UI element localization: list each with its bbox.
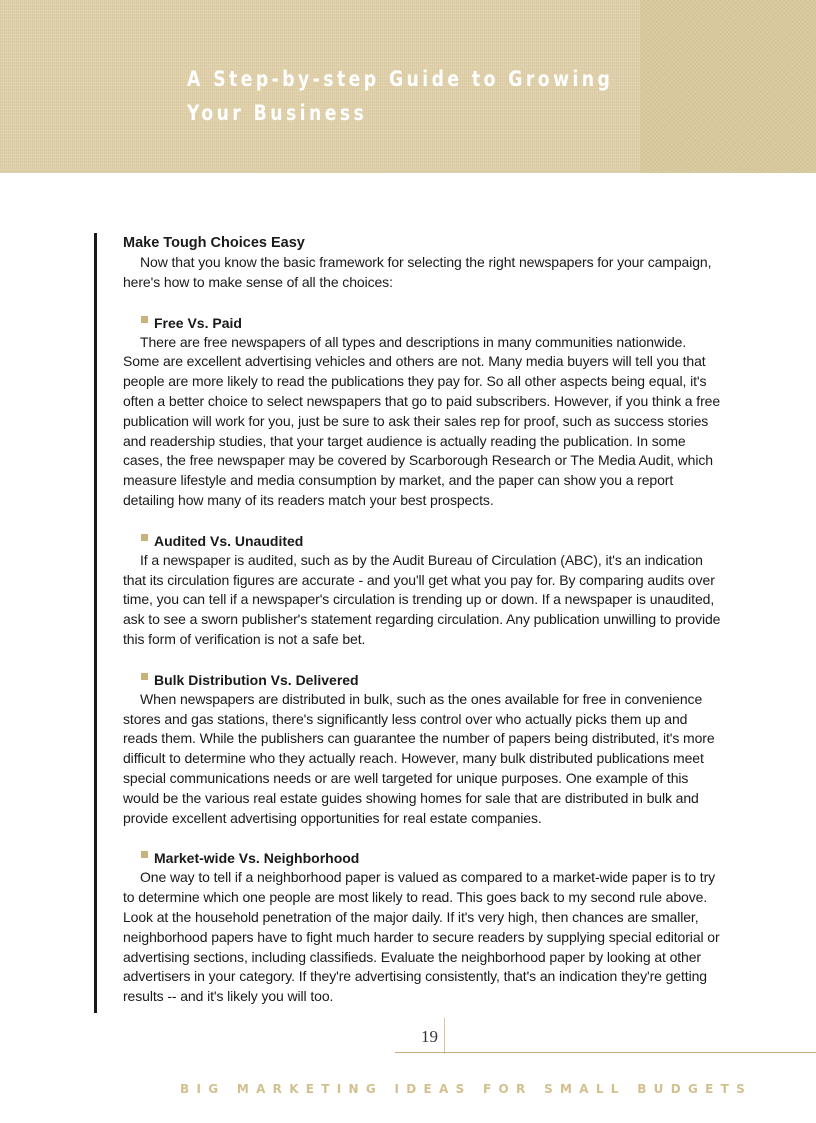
subsection-paragraph: When newspapers are distributed in bulk, such as the ones available for free in convenience stores and gas stations, there's significantly less control over who actually picks them up and reads them. While the publishers can guarantee the number of papers being distributed, it's more difficult to determine who they actually reach. However, many bulk distributed publications meet special communications needs or are well targeted for unique purposes. One example of this would be the various real estate guides showing homes for sale that are distributed in bulk and provide excellent advertising opportunities for real estate companies.: [123, 690, 715, 826]
page-number-vertical-rule: [444, 1018, 445, 1054]
intro-paragraph: Now that you know the basic framework for selecting the right newspapers for your campaign, here's how to make sense of all the choices:: [123, 254, 712, 290]
article-body: [123, 233, 723, 1007]
page-number: 19: [421, 1027, 438, 1046]
footer-horizontal-rule: [395, 1052, 816, 1053]
subsection-audited-vs-unaudited: [123, 531, 723, 650]
section-title: Make Tough Choices Easy: [123, 235, 305, 251]
subsection-heading-text: Audited Vs. Unaudited: [154, 532, 304, 549]
subsection-heading-text: Market-wide Vs. Neighborhood: [154, 850, 360, 867]
square-bullet-icon: [141, 316, 148, 323]
subsection-free-vs-paid: [123, 313, 723, 511]
subsection-heading: [123, 848, 723, 868]
square-bullet-icon: [141, 534, 148, 541]
page-title: [187, 62, 614, 130]
subsection-paragraph: There are free newspapers of all types and descriptions in many communities nationwide. Some are excellent advertising vehicles and others are not. Many media buyers will tell you that people are more likely to read the publications they pay for. So all other aspects being equal, it's often a better choice to select newspapers that go to paid subscribers. However, if you think a free publication will work for you, just be sure to ask their sales rep for proof, such as success stories and readership studies, that your target audience is actually reading the publication. In some cases, the free newspaper may be covered by Scarborough Research or The Media Audit, which measure lifestyle and media consumption by market, and the paper can show you a report detailing how many of its readers match your best prospects.: [123, 333, 721, 508]
subsection-heading: [123, 313, 723, 333]
square-bullet-icon: [141, 851, 148, 858]
subsection-heading-text: Free Vs. Paid: [154, 314, 242, 331]
header-side-panel: [640, 0, 816, 173]
subsection-heading-text: Bulk Distribution Vs. Delivered: [154, 671, 359, 688]
subsection-marketwide-vs-neighborhood: [123, 848, 723, 1007]
page-title-line-1: A Step-by-step Guide to Growing: [187, 67, 614, 91]
subsection-heading: [123, 670, 723, 690]
page-title-line-2: Your Business: [187, 101, 368, 125]
running-footer-title: BIG MARKETING IDEAS FOR SMALL BUDGETS: [180, 1082, 753, 1096]
subsection-paragraph: One way to tell if a neighborhood paper is valued as compared to a market-wide paper is to try to determine which one people are most likely to read. This goes back to my second rule above. Look at the household penetration of the major daily. If it's very high, then chances are smaller, neighborhood papers have to fight much harder to secure readers by supplying special editorial or advertising sections, including classifieds. Evaluate the neighborhood paper by looking at other advertisers in your category. If they're advertising consistently, that's an indication they're getting results -- and it's likely you will too.: [123, 869, 720, 1005]
subsection-heading: [123, 531, 723, 551]
square-bullet-icon: [141, 673, 148, 680]
left-margin-rule: [94, 233, 97, 1013]
subsection-paragraph: If a newspaper is audited, such as by the Audit Bureau of Circulation (ABC), it's an indication that its circulation figures are accurate - and you'll get what you pay for. By comparing audits over time, you can tell if a newspaper's circulation is trending up or down. If a newspaper is unaudited, ask to see a sworn publisher's statement regarding circulation. Any publication unwilling to provide this form of verification is not a safe bet.: [123, 551, 721, 647]
subsection-bulk-vs-delivered: [123, 670, 723, 829]
